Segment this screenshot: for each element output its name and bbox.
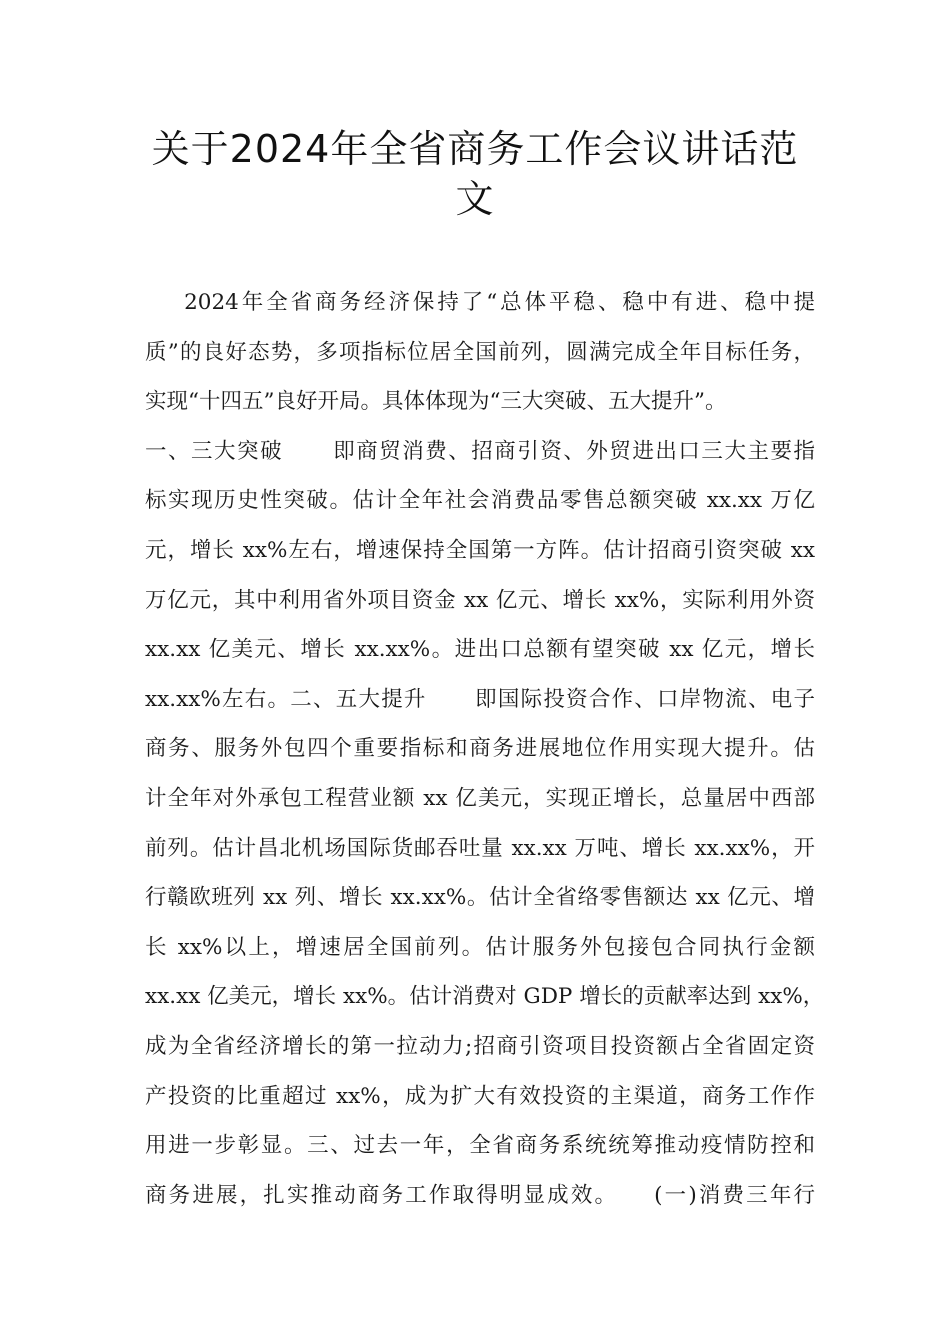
body-line: 万亿元，其中利用省外项目资金 xx 亿元、增长 xx%，实际利用外资 xyxy=(145,587,815,613)
document-title xyxy=(100,124,850,224)
body-line: 2024年全省商务经济保持了“总体平稳、稳中有进、稳中提 xyxy=(145,290,815,315)
body-line: xx.xx%左右。二、五大提升 即国际投资合作、口岸物流、电子 xyxy=(145,686,815,712)
title-line-1: 关于2024年全省商务工作会议讲话范 xyxy=(151,127,799,171)
body-line: 实现“十四五”良好开局。具体体现为“三大突破、五大提升”。 xyxy=(145,389,727,415)
body-line: 标实现历史性突破。估计全年社会消费品零售总额突破 xx.xx 万亿 xyxy=(145,488,815,514)
body-line: 长 xx%以上，增速居全国前列。估计服务外包接包合同执行金额 xyxy=(145,934,815,960)
body-line: 计全年对外承包工程营业额 xx 亿美元，实现正增长，总量居中西部 xyxy=(145,785,815,811)
body-line: xx.xx 亿美元，增长 xx%。估计消费对 GDP 增长的贡献率达到 xx%， xyxy=(145,984,825,1010)
body-line: 行赣欧班列 xx 列、增长 xx.xx%。估计全省络零售额达 xx 亿元、增 xyxy=(145,885,815,911)
title-line-2: 文 xyxy=(455,177,495,221)
body-line: 前列。估计昌北机场国际货邮吞吐量 xx.xx 万吨、增长 xx.xx%，开 xyxy=(145,835,815,861)
body-line: 元，增长 xx%左右，增速保持全国第一方阵。估计招商引资突破 xx xyxy=(145,537,815,563)
document-body xyxy=(145,278,825,1220)
body-line: 用进一步彰显。三、过去一年，全省商务系统统筹推动疫情防控和 xyxy=(145,1133,815,1159)
body-line: xx.xx 亿美元、增长 xx.xx%。进出口总额有望突破 xx 亿元，增长 xyxy=(145,637,815,663)
body-line: 商务进展，扎实推动商务工作取得明显成效。 (一)消费三年行 xyxy=(145,1182,815,1208)
body-line: 产投资的比重超过 xx%，成为扩大有效投资的主渠道，商务工作作 xyxy=(145,1083,815,1109)
body-line: 一、三大突破 即商贸消费、招商引资、外贸进出口三大主要指 xyxy=(145,438,815,464)
body-line: 商务、服务外包四个重要指标和商务进展地位作用实现大提升。估 xyxy=(145,736,815,762)
body-line: 成为全省经济增长的第一拉动力;招商引资项目投资额占全省固定资 xyxy=(145,1033,815,1059)
body-line: 质”的良好态势，多项指标位居全国前列，圆满完成全年目标任务， xyxy=(145,339,815,365)
